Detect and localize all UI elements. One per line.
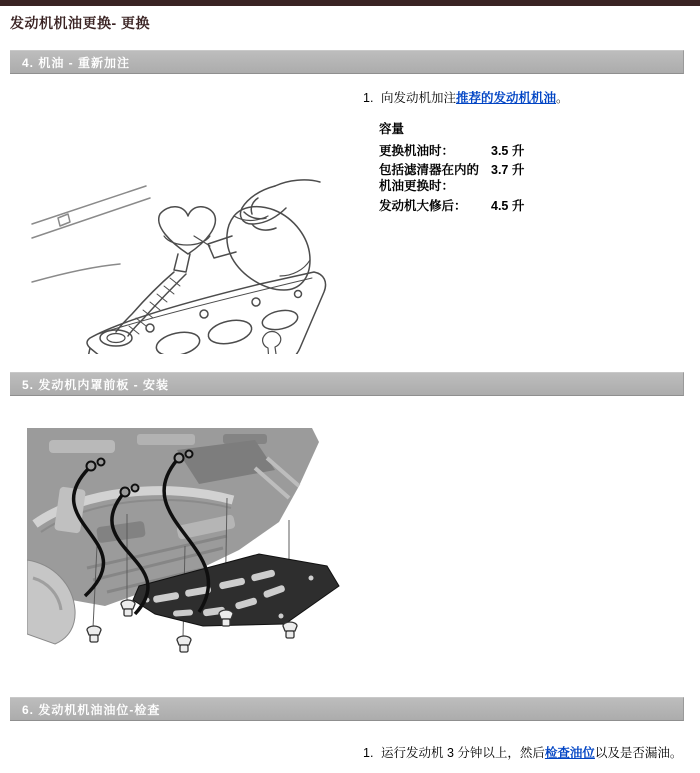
capacity-title: 容量 bbox=[379, 122, 405, 136]
step-text-prefix: 运行发动机 3 分钟以上，然后 bbox=[381, 746, 545, 760]
pouring-oil-illustration bbox=[28, 86, 342, 354]
top-accent-bar bbox=[0, 0, 700, 6]
step-text bbox=[381, 89, 569, 108]
under-cover-panel-illustration bbox=[27, 428, 357, 666]
step-text-suffix: 以及是否漏油。 bbox=[594, 746, 683, 760]
step-number: 1. bbox=[363, 91, 374, 105]
capacity-table bbox=[379, 122, 579, 214]
oil-refill-step bbox=[363, 89, 683, 108]
capacity-row-value: 4.5 升 bbox=[491, 198, 525, 213]
capacity-row-value: 3.5 升 bbox=[491, 143, 525, 158]
step-number: 1. bbox=[363, 746, 374, 760]
step-text-prefix: 向发动机加注 bbox=[381, 91, 457, 105]
capacity-row-value: 3.7 升 bbox=[491, 163, 525, 178]
check-oil-level-link[interactable]: 检查油位 bbox=[544, 746, 595, 760]
section-header-cover-install: 5. 发动机内罩前板 - 安装 bbox=[10, 372, 684, 396]
section-header-oil-level-check: 6. 发动机机油油位-检查 bbox=[10, 697, 684, 721]
page-title: 发动机机油更换- 更换 bbox=[10, 15, 151, 31]
step-text bbox=[381, 744, 682, 763]
capacity-row-label: 发动机大修后： bbox=[379, 198, 467, 213]
capacity-row-label: 包括滤清器在内的机油更换时： bbox=[379, 163, 480, 193]
oil-level-check-step bbox=[363, 744, 693, 763]
step-text-suffix: 。 bbox=[556, 91, 569, 105]
recommended-oil-link[interactable]: 推荐的发动机机油 bbox=[456, 91, 557, 105]
section-header-oil-refill: 4. 机油 - 重新加注 bbox=[10, 50, 684, 74]
capacity-row-label: 更换机油时： bbox=[379, 143, 455, 158]
